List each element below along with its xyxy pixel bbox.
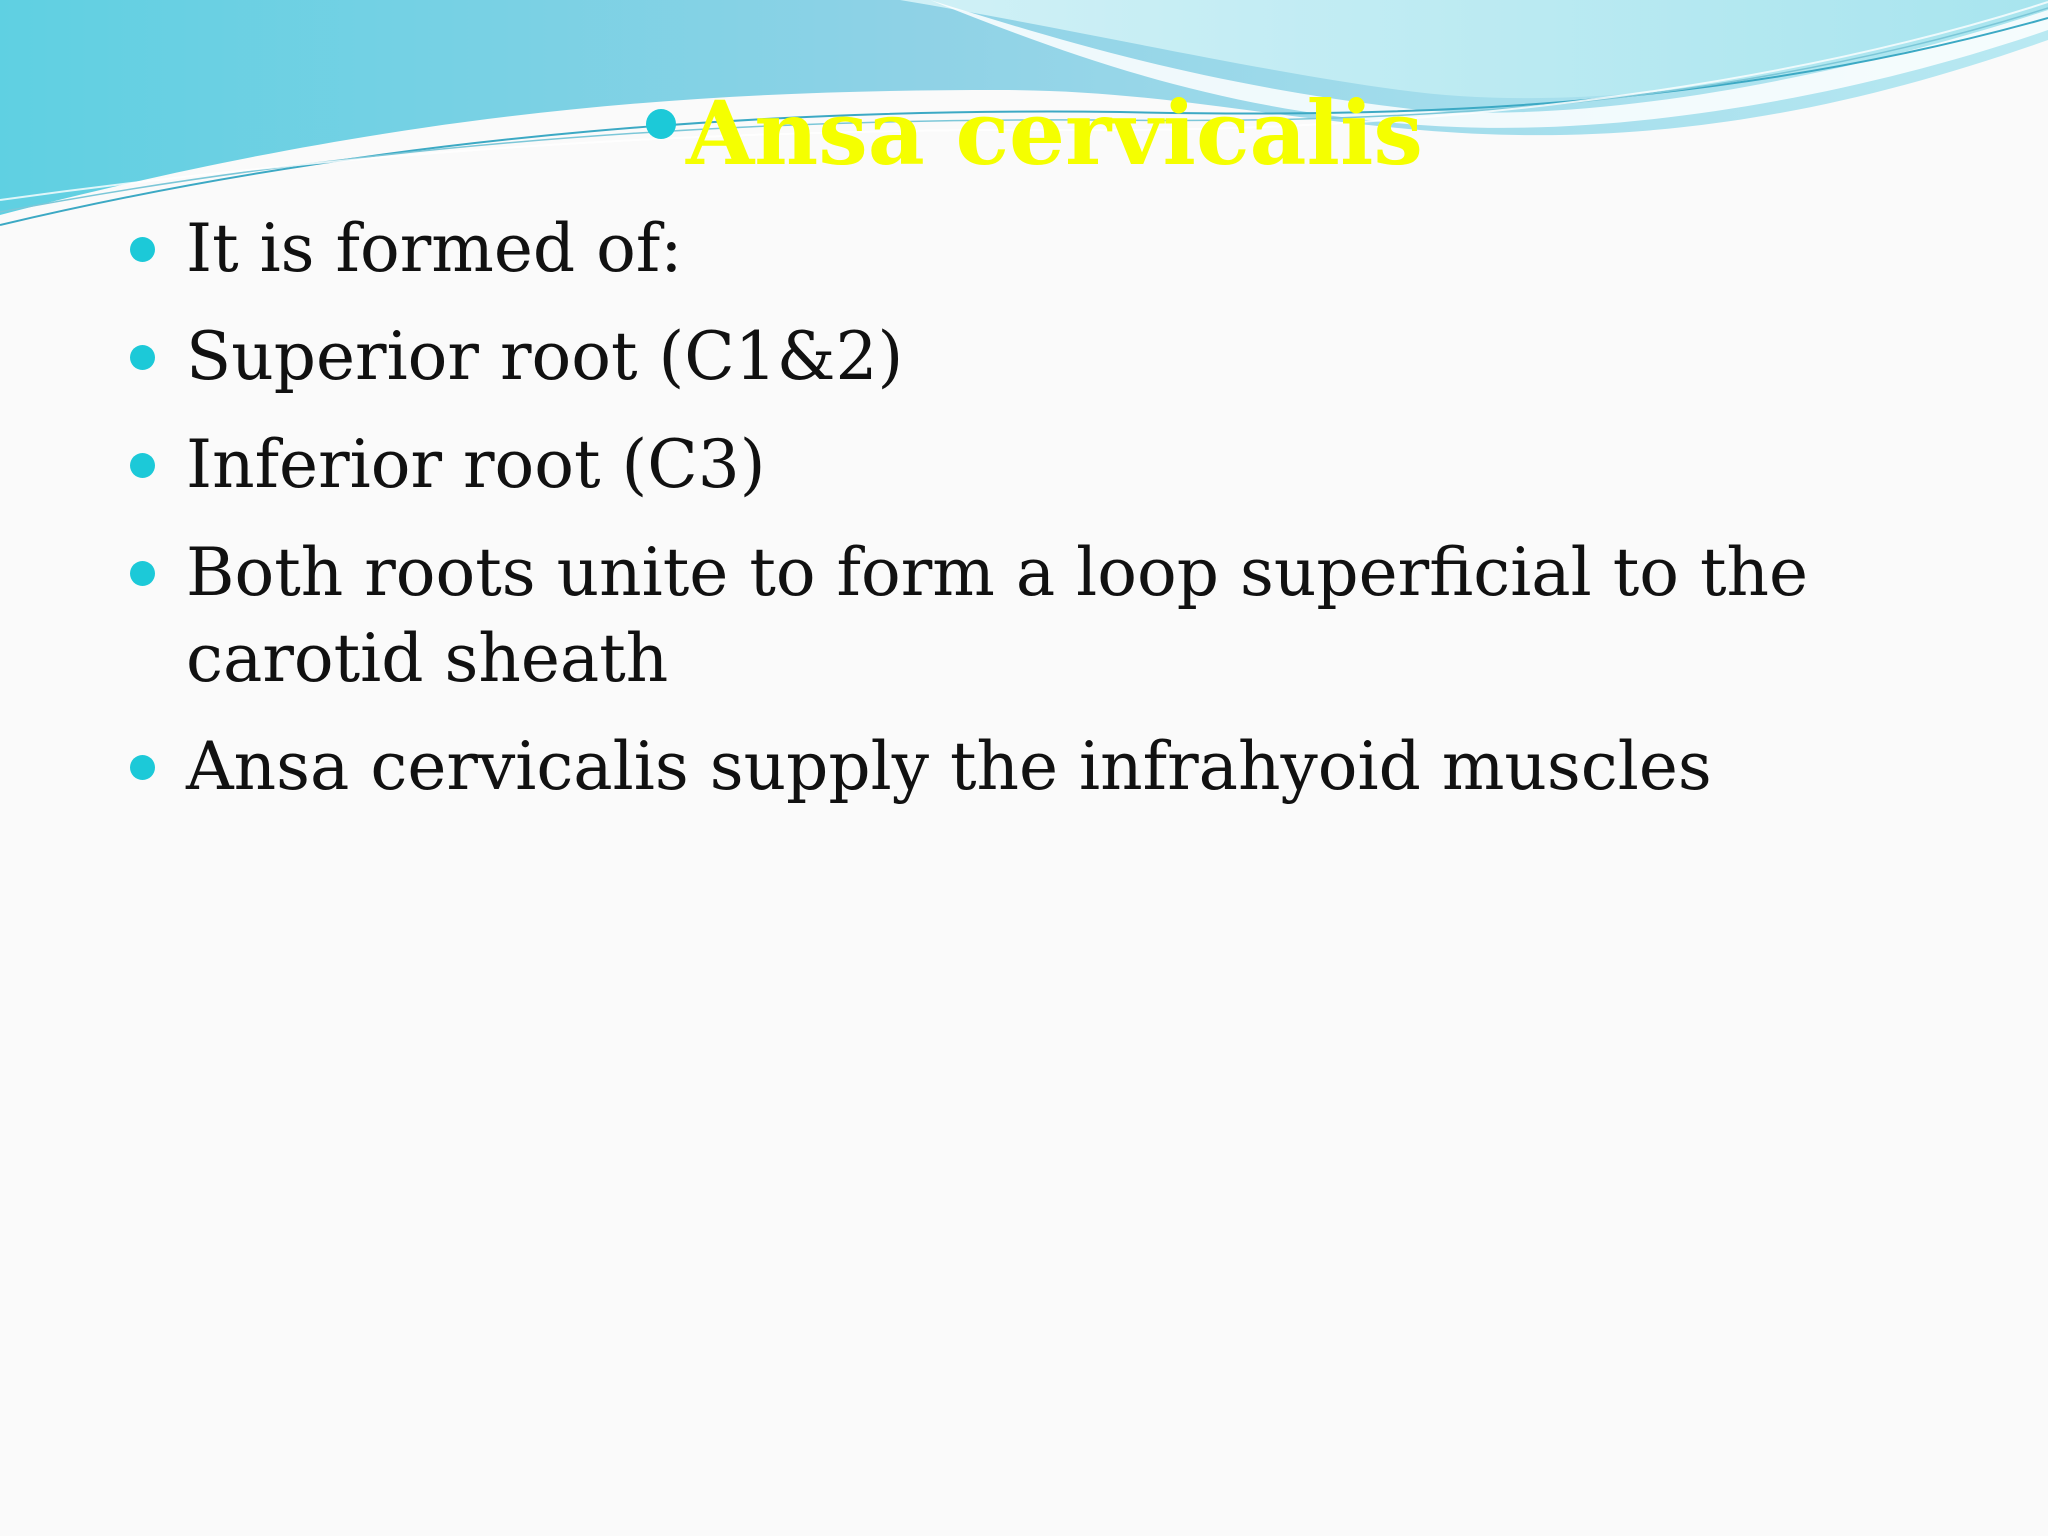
- bullet-text: Ansa cervicalis supply the infrahyoid muscles: [186, 728, 1712, 805]
- bullet-item: [130, 314, 1930, 400]
- bullet-text: Inferior root (C3): [186, 426, 766, 503]
- bullet-text: Both roots unite to form a loop superficial to the carotid sheath: [186, 534, 1809, 697]
- slide-title: [646, 78, 1423, 188]
- bullet-item: [130, 724, 1930, 810]
- bullet-item: [130, 530, 1930, 702]
- bullet-text: Superior root (C1&2): [186, 318, 904, 395]
- bullet-dot-icon: [130, 345, 155, 370]
- bullet-dot-icon: [130, 237, 155, 262]
- slide-title-text: Ansa cervicalis: [686, 81, 1423, 185]
- bullet-list: [130, 206, 1930, 832]
- bullet-text: It is formed of:: [186, 210, 683, 287]
- bullet-dot-icon: [130, 755, 155, 780]
- bullet-dot-icon: [130, 453, 155, 478]
- bullet-item: [130, 422, 1930, 508]
- title-bullet-icon: [646, 109, 676, 139]
- bullet-item: [130, 206, 1930, 292]
- bullet-dot-icon: [130, 561, 155, 586]
